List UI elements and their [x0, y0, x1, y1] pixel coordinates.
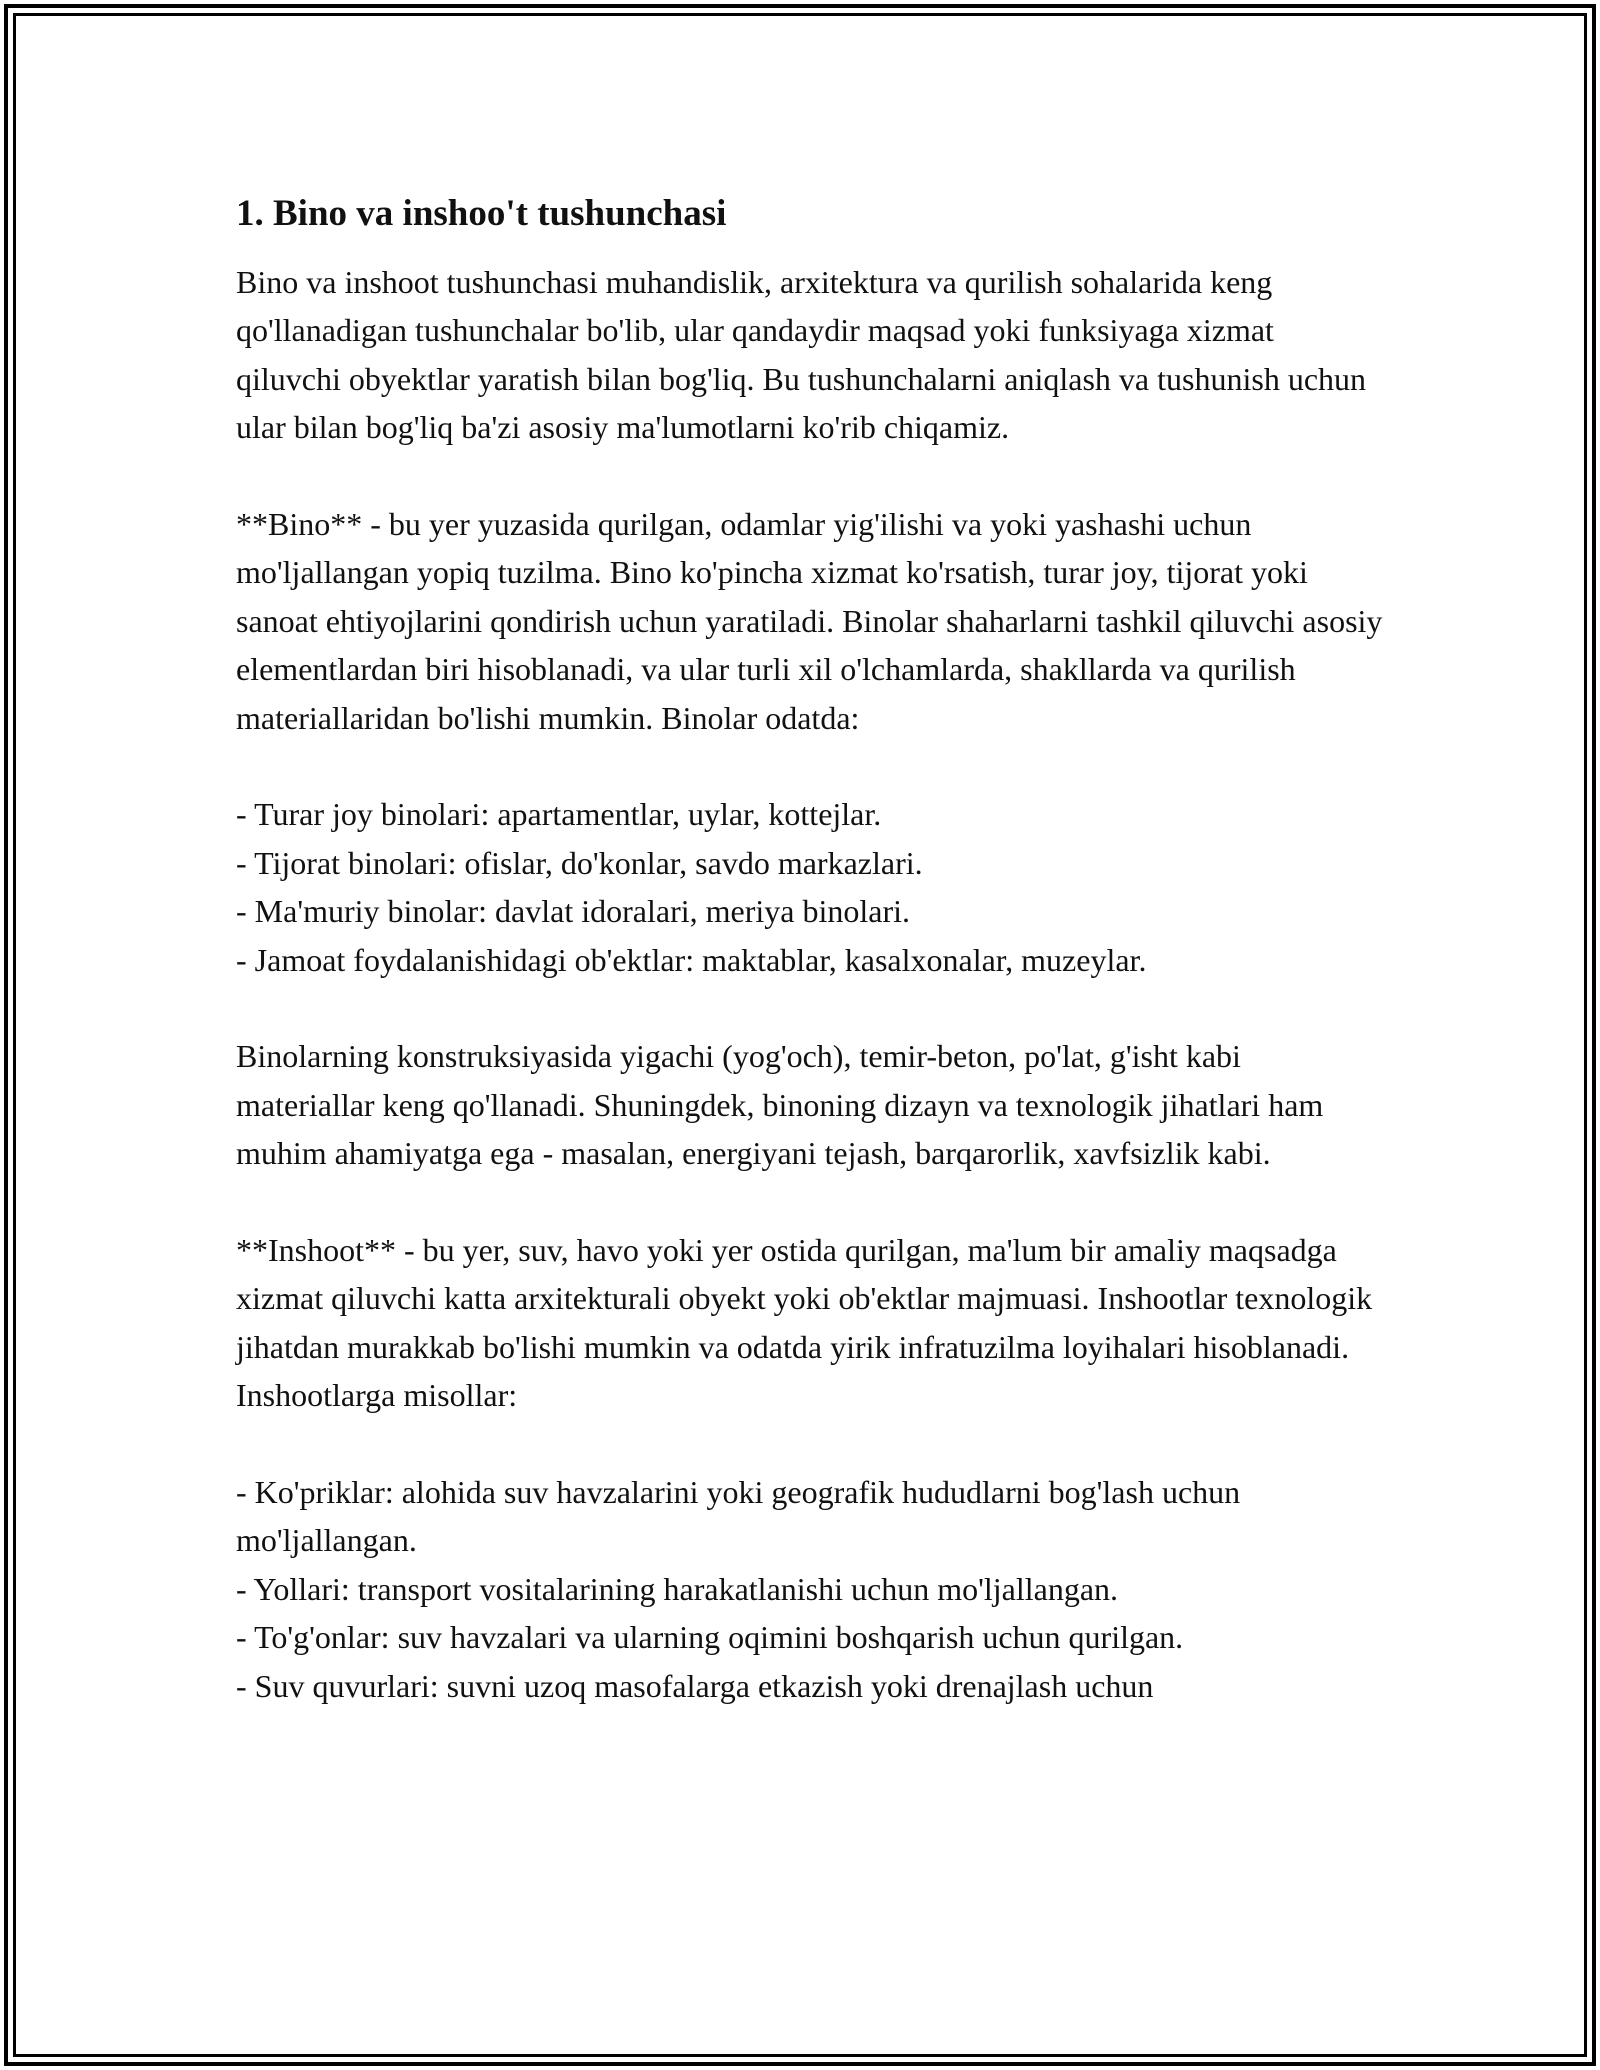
list-item: - Suv quvurlari: suvni uzoq masofalarga etkazish yoki drenajlash uchun — [236, 1667, 1154, 1704]
bino-paragraph: **Bino** - bu yer yuzasida qurilgan, odamlar yig'ilishi va yoki yashashi uchun mo'ljallangan yopiq tuzilma. Bino ko'pincha xizmat ko'rsatish, turar joy, tijorat yoki sanoat ehtiyojlarini qondirish uchun yaratiladi. Binolar shaharlarni tashkil qiluvchi asosiy elementlardan biri hisoblanadi, va ular turli xil o'lchamlarda, shakllarda va qurilish materiallaridan bo'lishi mumkin. Binolar odatda: — [236, 506, 1383, 736]
paragraph-gap — [236, 742, 1386, 790]
paragraph-gap — [236, 452, 1386, 500]
inshoot-paragraph: **Inshoot** - bu yer, suv, havo yoki yer ostida qurilgan, ma'lum bir amaliy maqsadga xizmat qiluvchi katta arxitekturali obyekt yoki ob'ektlar majmuasi. Inshootlar texnologik jihatdan murakkab bo'lishi mumkin va odatda yirik infratuzilma loyihalari hisoblanadi. Inshootlarga misollar: — [236, 1232, 1373, 1414]
list-item: - To'g'onlar: suv havzalari va ularning oqimini boshqarish uchun qurilgan. — [236, 1619, 1184, 1656]
section-heading: 1. Bino va inshoo't tushunchasi — [236, 193, 727, 234]
document-body — [236, 186, 1386, 1710]
list-item: - Tijorat binolari: ofislar, do'konlar, savdo markazlari. — [236, 844, 923, 881]
paragraph-gap — [236, 1178, 1386, 1226]
paragraph-gap — [236, 1420, 1386, 1468]
intro-paragraph: Bino va inshoot tushunchasi muhandislik, arxitektura va qurilish sohalarida keng qo'llanadigan tushunchalar bo'lib, ular qandaydir maqsad yoki funksiyaga xizmat qiluvchi obyektlar yaratish bilan bog'liq. Bu tushunchalarni aniqlash va tushunish uchun ular bilan bog'liq ba'zi asosiy ma'lumotlarni ko'rib chiqamiz. — [236, 264, 1367, 446]
inshoot-examples-list — [236, 1468, 1386, 1710]
materials-paragraph: Binolarning konstruksiyasida yigachi (yog'och), temir-beton, po'lat, g'isht kabi materiallar keng qo'llanadi. Shuningdek, binoning dizayn va texnologik jihatlari ham muhim ahamiyatga ega - masalan, energiyani tejash, barqarorlik, xavfsizlik kabi. — [236, 1038, 1324, 1172]
bino-types-list — [236, 790, 1386, 984]
paragraph-gap — [236, 984, 1386, 1032]
list-item: - Ma'muriy binolar: davlat idoralari, meriya binolari. — [236, 893, 910, 930]
list-item: - Yollari: transport vositalarining harakatlanishi uchun mo'ljallangan. — [236, 1570, 1119, 1607]
list-item: - Jamoat foydalanishidagi ob'ektlar: maktablar, kasalxonalar, muzeylar. — [236, 941, 1147, 978]
list-item: - Turar joy binolari: apartamentlar, uylar, kottejlar. — [236, 796, 882, 833]
list-item: - Ko'priklar: alohida suv havzalarini yoki geografik hududlarni bog'lash uchun mo'ljallangan. — [236, 1474, 1241, 1559]
